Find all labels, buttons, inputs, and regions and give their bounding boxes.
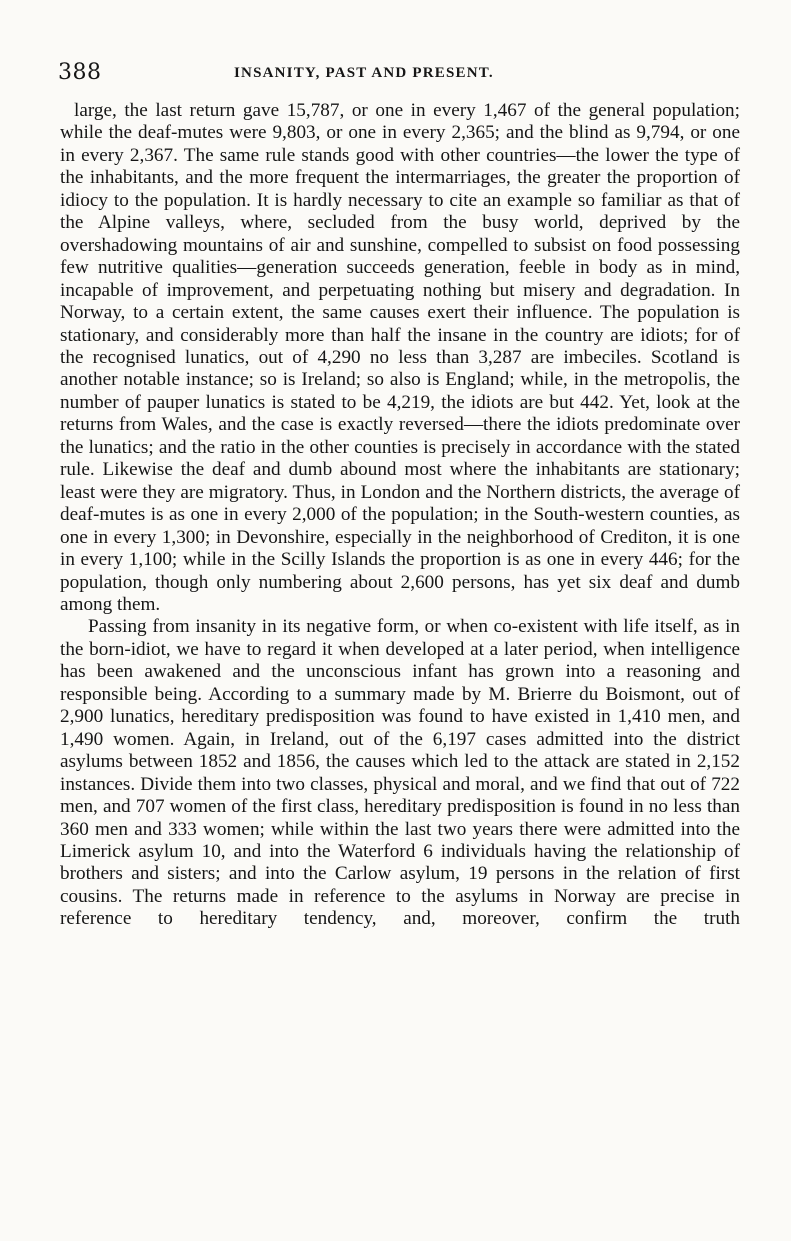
paragraph-1: large, the last return gave 15,787, or one in every 1,467 of the general population; while the deaf-mutes were 9,803, or one in every 2,365; and the blind as 9,794, or one in every 2,367. The same rule stands good with other countries—the lower the type of the inhabitants, and the more frequent the intermarriages, the greater the proportion of idiocy to the population. It is hardly necessary to cite an example so familiar as that of the Alpine valleys, where, secluded from the busy world, deprived by the overshadowing mountains of air and sunshine, compelled to subsist on food possessing few nutritive qualities—generation succeeds generation, feeble in body as in mind, incapable of improvement, and perpetuating nothing but misery and degradation. In Norway, to a certain extent, the same causes exert their influence. The population is stationary, and considerably more than half the insane in the country are idiots; for of the recognised lunatics, out of 4,290 no less than 3,287 are imbeciles. Scotland is another notable instance; so is Ireland; so also is England; while, in the metropolis, the number of pauper lunatics is stated to be 4,219, the idiots are but 442. Yet, look at the returns from Wales, and the case is exactly reversed—there the idiots predominate over the lunatics; and the ratio in the other counties is precisely in accordance with the stated rule. Likewise the deaf and dumb abound most where the inhabitants are stationary; least were they are migratory. Thus, in London and the Northern districts, the average of deaf-mutes is as one in every 2,000 of the population; in the South-western counties, as one in every 1,300; in Devonshire, especially in the neighborhood of Crediton, it is one in every 1,100; while in the Scilly Islands the proportion is as one in every 446; for the population, though only numbering about 2,600 persons, has yet six deaf and dumb among them. [60,100,740,615]
running-title: INSANITY, PAST AND PRESENT. [234,65,494,81]
paragraph-2: Passing from insanity in its negative form, or when co-existent with life itself, as in the born-idiot, we have to regard it when developed at a later period, when intelligence has been awakened and the unconscious infant has grown into a reasoning and responsible being. According to a summary made by M. Brierre du Boismont, out of 2,900 lunatics, hereditary predisposition was found to have existed in 1,410 men, and 1,490 women. Again, in Ireland, out of the 6,197 cases admitted into the district asylums between 1852 and 1856, the causes which led to the attack are stated in 2,152 instances. Divide them into two classes, physical and moral, and we find that out of 722 men, and 707 women of the first class, hereditary predisposition is found in no less than 360 men and 333 women; while within the last two years there were admitted into the Limerick asylum 10, and into the Waterford 6 individuals having the relationship of brothers and sisters; and into the Carlow asylum, 19 persons in the relation of first cousins. The returns made in reference to the asylums in Norway are precise in reference to hereditary tendency, and, moreover, confirm the truth [60,616,740,930]
page-number: 388 [58,60,102,85]
page-header [58,60,738,88]
body-text [60,100,740,931]
